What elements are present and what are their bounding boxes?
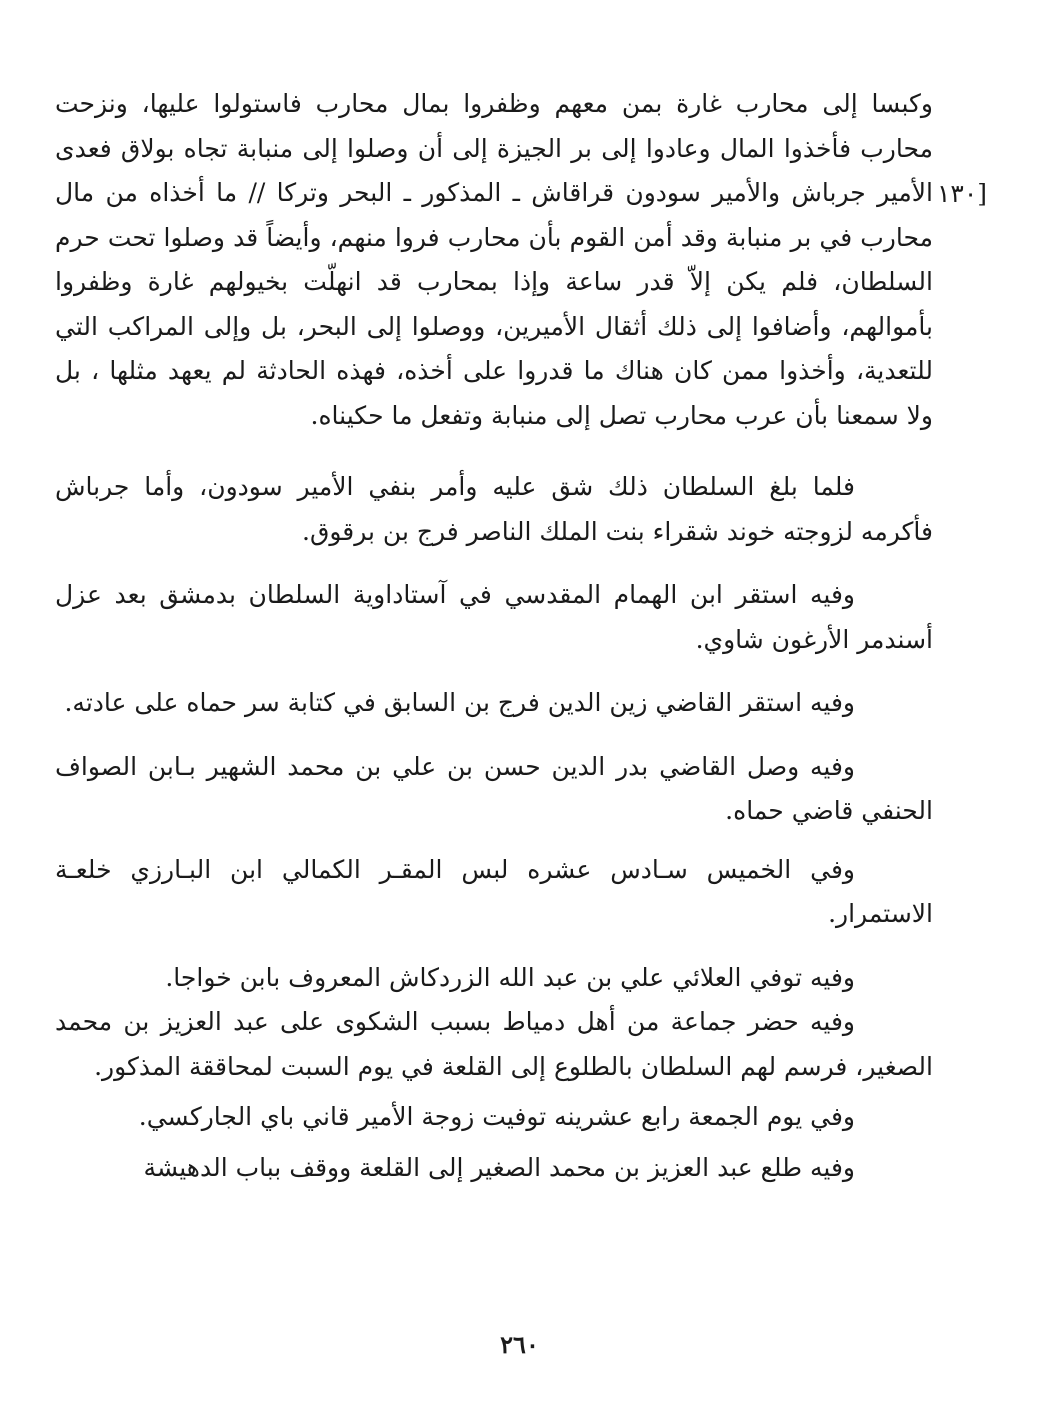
paragraph-1: وكبسا إلى محارب غارة بمن معهم وظفروا بمال محارب فاستولوا عليها، ونزحت محارب فأخذوا المال وعادوا إلى بر الجيزة إلى أن وصلوا إلى منبابة تجاه بولاق فعدى الأمير جرباش والأمير سودون قراقاش ـ المذكور ـ البحر وتركا // ما أخذاه من مال محارب في بر منبابة وقد أمن القوم بأن محارب فروا منهم، وأيضاً قد وصلوا تحت حرم السلطان، فلم يكن إلاّ قدر ساعة وإذا بمحارب قد انهلّت بخيولهم غارة وظفروا بأموالهم، وأضافوا إلى ذلك أثقال الأميرين، ووصلوا إلى البحر، بل وإلى المراكب التي للتعدية، وأخذوا ممن كان هناك ما قدروا على أخذه، فهذه الحادثة لم يعهد مثلها ، بل ولا سمعنا بأن عرب محارب تصل إلى منبابة وتفعل ما حكيناه. bbox=[55, 89, 933, 430]
paragraph-10: وفيه طلع عبد العزيز بن محمد الصغير إلى القلعة ووقف بباب الدهيشة bbox=[143, 1152, 855, 1182]
paragraph-3: وفيه استقر ابن الهمام المقدسي في آستاداوية السلطان بدمشق بعد عزل أسندمر الأرغون شاوي. bbox=[55, 580, 933, 654]
page-number: ٢٦٠ bbox=[500, 1330, 539, 1359]
paragraph-2: فلما بلغ السلطان ذلك شق عليه وأمر بنفي الأمير سودون، وأما جرباش فأكرمه لزوجته خوند شقراء بنت الملك الناصر فرج بن برقوق. bbox=[55, 472, 933, 546]
paragraph-5: وفيه وصل القاضي بدر الدين حسن بن علي بن محمد الشهير بـابن الصواف الحنفي قاضي حماه. bbox=[55, 751, 933, 825]
paragraph-4: وفيه استقر القاضي زين الدين فرج بن السابق في كتابة سر حماه على عادته. bbox=[64, 688, 855, 717]
paragraph-9: وفي يوم الجمعة رابع عشرينه توفيت زوجة الأمير قاني باي الجاركسي. bbox=[138, 1102, 855, 1131]
paragraph-8: وفيه حضر جماعة من أهل دمياط بسبب الشكوى على عبد العزيز بن محمد الصغير، فرسم لهم السلطان بالطلوع إلى القلعة في يوم السبت لمحاققة المذكور. bbox=[55, 1007, 933, 1081]
body-text bbox=[55, 82, 933, 1190]
paragraph-7: وفيه توفي العلائي علي بن عبد الله الزردكاش المعروف بابن خواجا. bbox=[165, 962, 855, 992]
margin-reference-number: [١٣٠ bbox=[937, 179, 988, 208]
paragraph-6: وفي الخميس سـادس عشره لبس المقـر الكمالي ابن البـارزي خلعـة الاستمرار. bbox=[55, 854, 933, 928]
